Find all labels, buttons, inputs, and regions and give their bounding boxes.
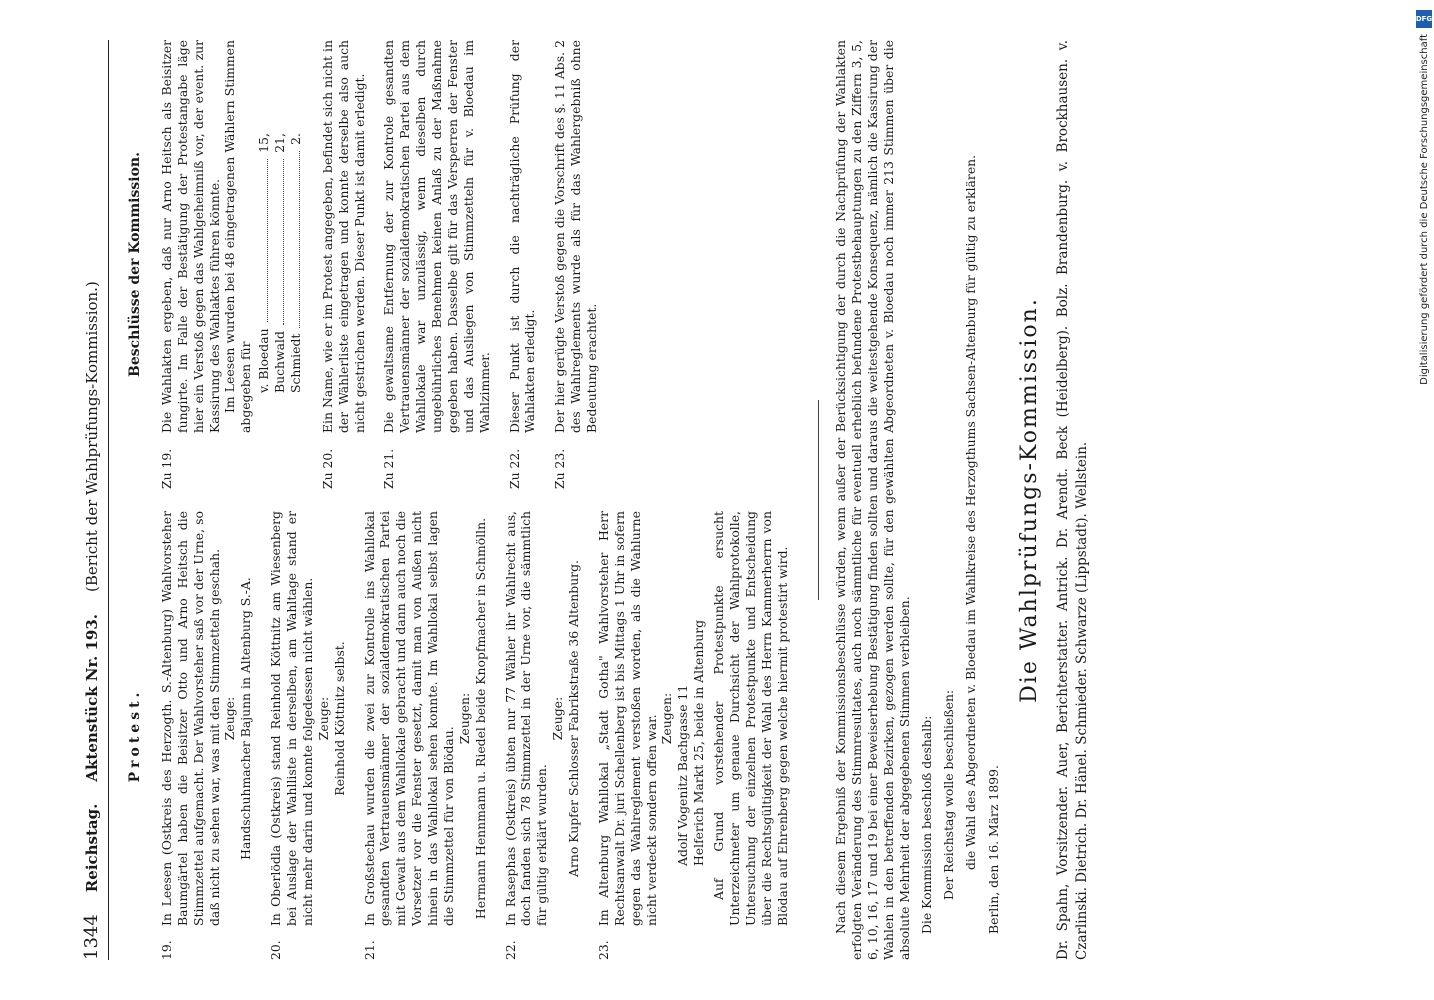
resolution-label: Zu 21. [381, 448, 397, 489]
protest-entry [268, 511, 347, 960]
margin-credit [1414, 10, 1434, 990]
resolution-entry [381, 40, 492, 489]
resolution-text: Die Wahlakten ergeben, daß nur Arno Heitsch als Beisitzer fungirte. Im Falle der Bestätigung der Protestangabe läge hier ein Verstoß gegen das Wahlgeheimniß vor, der event. zur Kassirung des Wahlaktes führen könnte. [158, 40, 222, 433]
vote-count: 15, [256, 133, 272, 153]
entry-number: 21. [361, 940, 377, 960]
vote-count: 21, [272, 133, 288, 153]
funding-credit-text: Digitalisierung gefördert durch die Deutsche Forschungsgemeinschaft [1418, 34, 1430, 385]
entry-text: In Oberlödla (Ostkreis) stand Reinhold Köttnitz am Wiesenberg bei Auslage der Wahlliste in derselben, am Wahltage stand er nicht mehr darin und konnte folgedessen nicht wählen. [268, 511, 315, 926]
entry-text: In Rasephas (Ostkreis) übten nur 77 Wähler ihr Wahlrecht aus, doch fanden sich 78 Stimmzettel in der Urne vor, die sämmtlich für gültig erklärt wurden. [502, 511, 550, 926]
resolution-text: Dieser Punkt ist durch die nachträgliche Prüfung der Wahlakten erledigt. [506, 40, 538, 433]
two-column-body [121, 40, 804, 960]
resolution-entry [552, 40, 600, 489]
witness-label: Zeugen: [456, 692, 472, 745]
running-head: Reichstag. [83, 803, 101, 893]
vote-row [256, 133, 272, 393]
witness-name: Handschuhmacher Bajunn in Altenburg S.-A. [238, 577, 254, 860]
dfg-logo: DFG [1416, 10, 1432, 28]
resolution-entry [159, 40, 306, 489]
resolution-label: Zu 20. [319, 448, 335, 489]
entry-text: In Großstechau wurden die zwei zur Kontrolle ins Wahllokal gesandten Vertrauensmänner der sozialdemokratischen Partei mit Gewalt aus dem Wahllokale gebracht und dann auch noch die Vorsetzer vor die Fenster gesetzt, damit man von Außen nicht hinein in das Wahllokal sehen konnte. Im Wahllokal selbst lagen die Stimmzettel für von Blödau. [361, 511, 456, 926]
entry-number: 22. [502, 940, 518, 960]
witness-label: Zeuge: [222, 696, 238, 741]
candidate-name: v. Bloedau [256, 328, 272, 393]
resolutions-heading: Beschlüsse der Kommission. [127, 152, 144, 377]
conclusion-motion: Der Reichstag wolle beschließen: [940, 689, 956, 900]
vote-count: 2. [287, 133, 303, 145]
witness-name: Helferich Markt 25, beide in Altenburg [691, 619, 707, 866]
witness-name: Reinhold Köttnitz selbst. [331, 641, 347, 796]
entry-number: 19. [158, 940, 174, 960]
commission-title: Die Wahlprüfungs-Kommission. [1017, 297, 1043, 703]
commission-members: Dr. Spahn, Vorsitzender. Auer, Berichterstatter. Antrick. Dr. Arendt. Beck (Heidelberg). Bolz. Brandenburg. v. Brockhausen. v. Czarlinski. Dietrich. Dr. Hänel. Schmieder. Schwarze (Lippstadt). Wellstein. [1055, 40, 1090, 960]
running-header [80, 40, 109, 960]
vote-list [256, 133, 304, 393]
witness-name: Arno Kupfer Schlosser Fabrikstraße 36 Altenburg. [566, 560, 582, 877]
conclusion-decision: die Wahl des Abgeordneten v. Bloedau im Wahlkreise des Herzogthums Sachsen-Altenburg für gültig zu erklären. [962, 154, 978, 870]
page-number: 1344 [81, 914, 102, 960]
document-subtitle: (Bericht der Wahlprüfungs-Kommission.) [83, 281, 101, 592]
entry-text: In Leesen (Ostkreis des Herzogth. S.-Altenburg) Wahlvorsteher Baumgärtel haben die Beisitzer Otto und Arno Heitsch die Stimmzettel aufgemacht. Der Wahlvorsteher saß vor der Urne, so daß nicht zu sehen war, was mit den Stimmzetteln geschah. [158, 511, 222, 926]
candidate-name: Buchwald [272, 331, 288, 393]
resolutions-column [121, 40, 804, 489]
witness-label: Zeugen: [659, 692, 675, 745]
protest-heading: Protest. [127, 688, 144, 783]
conclusion-resolve: Die Kommission beschloß deshalb: [918, 715, 934, 934]
resolution-label: Zu 23. [552, 448, 568, 489]
resolution-text-2: Im Leesen wurden bei 48 eingetragenen Wählern Stimmen abgegeben für [222, 40, 254, 433]
entry-number: 20. [268, 940, 284, 960]
protest-entry [596, 511, 791, 960]
witness-label: Zeuge: [315, 696, 331, 741]
conclusion-paragraph: Nach diesem Ergebniß der Kommissionsbeschlüsse würden, wenn außer der Berücksichtigung der durch die Nachprüfung der Wahlakten erfolgten Veränderung des Stimmresultates, auch noch sämmtliche für eventuell erheblich befundene Protestbehauptungen zu den Ziffern 3, 5, 6, 10, 16, 17 und 19 bei einer Beweiserhebung Bestätigung finden sollten und daraus die weitestgehende Konsequenz, nämlich die Kassirung der Wahlen in den betreffenden Bezirken, gezogen werden sollte, für den gewählten Abgeordneten v. Bloedau noch immer 213 Stimmen über die absolute Mehrheit der abgegebenen Stimmen verbleiben. [833, 40, 912, 960]
document-page [28, 0, 1408, 1000]
witness-name: Adolf Vogenitz Bachgasse 11 [675, 684, 691, 866]
protest-entry [362, 511, 489, 960]
resolution-label: Zu 22. [506, 448, 522, 489]
resolution-text: Der hier gerügte Verstoß gegen die Vorschrift des §. 11 Abs. 2 des Wahlreglements wurde als für das Wahlergebniß ohne Bedeutung erachtet. [552, 40, 600, 433]
protest-entry [159, 511, 254, 960]
resolution-label: Zu 19. [158, 448, 174, 489]
document-title: Aktenstück Nr. 193. [83, 613, 101, 782]
entry-number: 23. [595, 940, 611, 960]
witness-label: Zeuge: [550, 696, 566, 741]
resolution-entry [320, 40, 368, 489]
resolution-text: Ein Name, wie er im Protest angegeben, befindet sich nicht in der Wählerliste eingetragen und konnte derselbe also auch nicht gestrichen werden. Dieser Punkt ist damit erledigt. [319, 40, 367, 433]
protest-entry [503, 511, 582, 960]
protest-column [121, 511, 804, 960]
vote-row [272, 133, 288, 393]
protest-closing: Auf Grund vorstehender Protestpunkte ersucht Unterzeichneter um genaue Durchsicht der Wahlprotokolle, Untersuchung der einzelnen Protestpunkte und Entscheidung über die Rechtsgültigkeit der Wahl des Herrn Kammerherrn von Blödau auf Ehrenberg gegen welche hiermit protestirt wird. [711, 511, 790, 926]
conclusion [833, 40, 1002, 960]
candidate-name: Schmiedt [287, 333, 303, 393]
document-date: Berlin, den 16. März 1899. [986, 765, 1002, 934]
vote-row [288, 133, 304, 393]
resolution-entry [507, 40, 539, 489]
witness-name: Hermann Hennmann u. Riedel beide Knopfmacher in Schmölln. [472, 517, 488, 920]
resolution-text: Die gewaltsame Entfernung der zur Kontrole gesandten Vertrauensmänner der sozialdemokratischen Partei aus dem Wahllokale war unzulässig, wenn dieselben durch ungebührliches Benehmen keinen Anlaß zu der Maßnahme gegeben haben. Dasselbe gilt für das Versperren der Fenster und das Ausliegen von Stimmzetteln für v. Bloedau im Wahlzimmer. [381, 40, 492, 433]
entry-text: Im Altenburg Wahllokal „Stadt Gotha" Wahlvorsteher Herr Rechtsanwalt Dr. juri Schellenberg ist bis Mittags 1 Uhr in sofern gegen das Wahlreglement verstoßen worden, als die Wahlurne nicht verdeckt sondern offen war. [595, 511, 659, 926]
section-divider [818, 400, 819, 600]
